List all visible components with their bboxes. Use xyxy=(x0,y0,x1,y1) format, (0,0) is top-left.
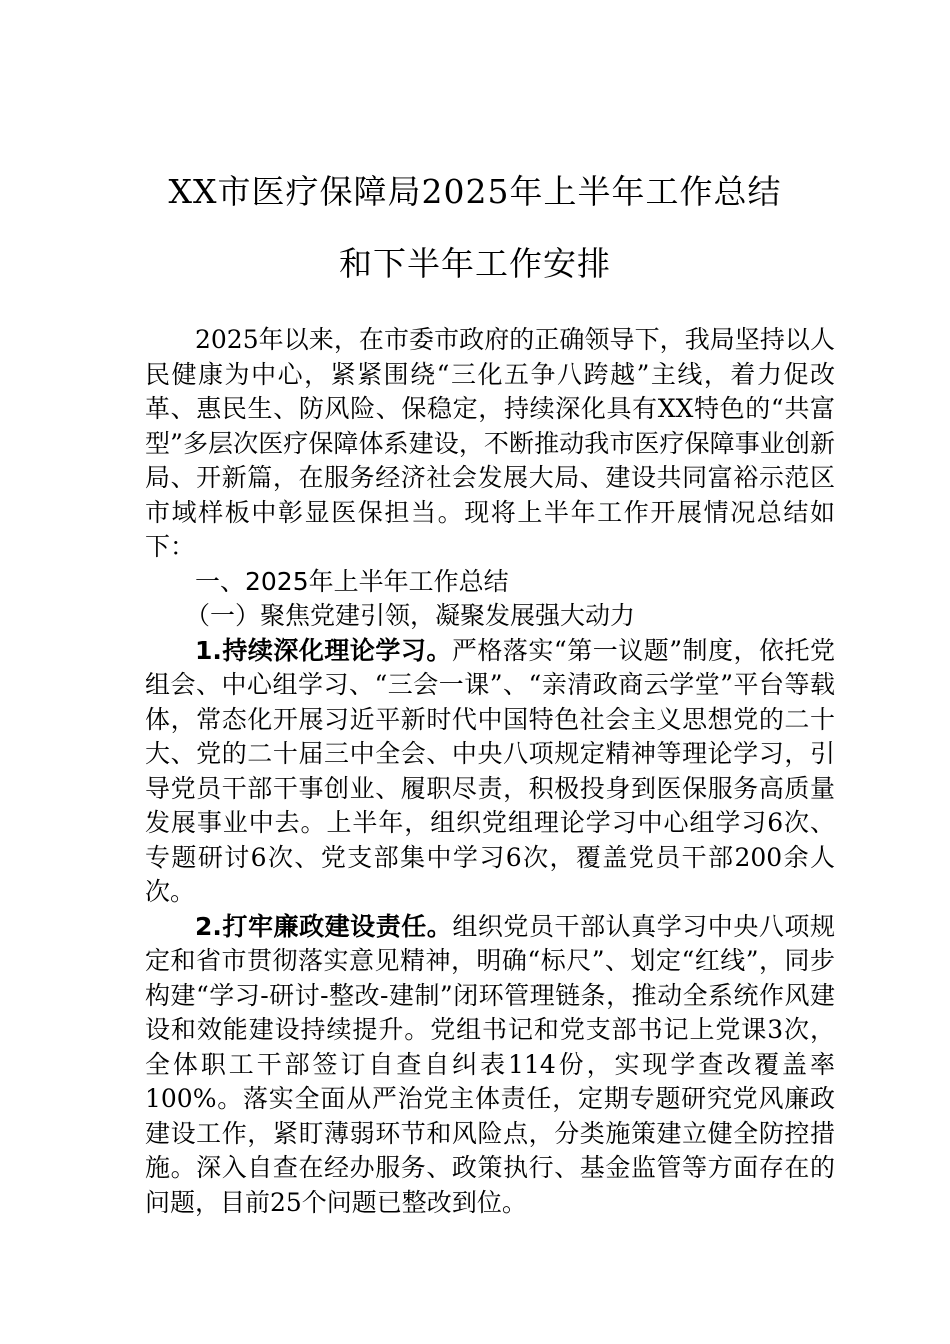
item-title-2: 2.打牢廉政建设责任。 xyxy=(195,911,453,941)
document-title-line-1: XX市医疗保障局2025年上半年工作总结 xyxy=(168,172,782,211)
item-body-2: 组织党员干部认真学习中央八项规定和省市贯彻落实意见精神，明确“标尺”、划定“红线”，同步构建“学习-研讨-整改-建制”闭环管理链条，推动全系统作风建设和效能建设持续提升。党组书记和党支部书记上党课3次，全体职工干部签订自查自纠表114份，实现学查改覆盖率100%。落实全面从严治党主体责任，定期专题研究党风廉政建设工作，紧盯薄弱环节和风险点，分类施策建立健全防控措施。深入自查在经办服务、政策执行、基金监管等方面存在的问题，目前25个问题已整改到位。 xyxy=(145,911,835,1217)
item-title-1: 1.持续深化理论学习。 xyxy=(195,635,452,665)
item-paragraph-1 xyxy=(145,634,835,910)
item-paragraph-2 xyxy=(145,910,835,1221)
document-body xyxy=(145,323,835,1220)
item-body-1: 严格落实“第一议题”制度，依托党组会、中心组学习、“三会一课”、“亲清政商云学堂”平台等载体，常态化开展习近平新时代中国特色社会主义思想党的二十大、党的二十届三中全会、中央八项规定精神等理论学习，引导党员干部干事创业、履职尽责，积极投身到医保服务高质量发展事业中去。上半年，组织党组理论学习中心组学习6次、专题研讨6次、党支部集中学习6次，覆盖党员干部200余人次。 xyxy=(145,635,835,906)
intro-paragraph: 2025年以来，在市委市政府的正确领导下，我局坚持以人民健康为中心，紧紧围绕“三化五争八跨越”主线，着力促改革、惠民生、防风险、保稳定，持续深化具有XX特色的“共富型”多层次医疗保障体系建设，不断推动我市医疗保障事业创新局、开新篇，在服务经济社会发展大局、建设共同富裕示范区市域样板中彰显医保担当。现将上半年工作开展情况总结如下： xyxy=(145,325,835,561)
document-title-line-2: 和下半年工作安排 xyxy=(339,244,611,283)
subsection-heading: （一）聚焦党建引领，凝聚发展强大动力 xyxy=(185,601,636,630)
section-heading: 一、2025年上半年工作总结 xyxy=(195,566,509,596)
